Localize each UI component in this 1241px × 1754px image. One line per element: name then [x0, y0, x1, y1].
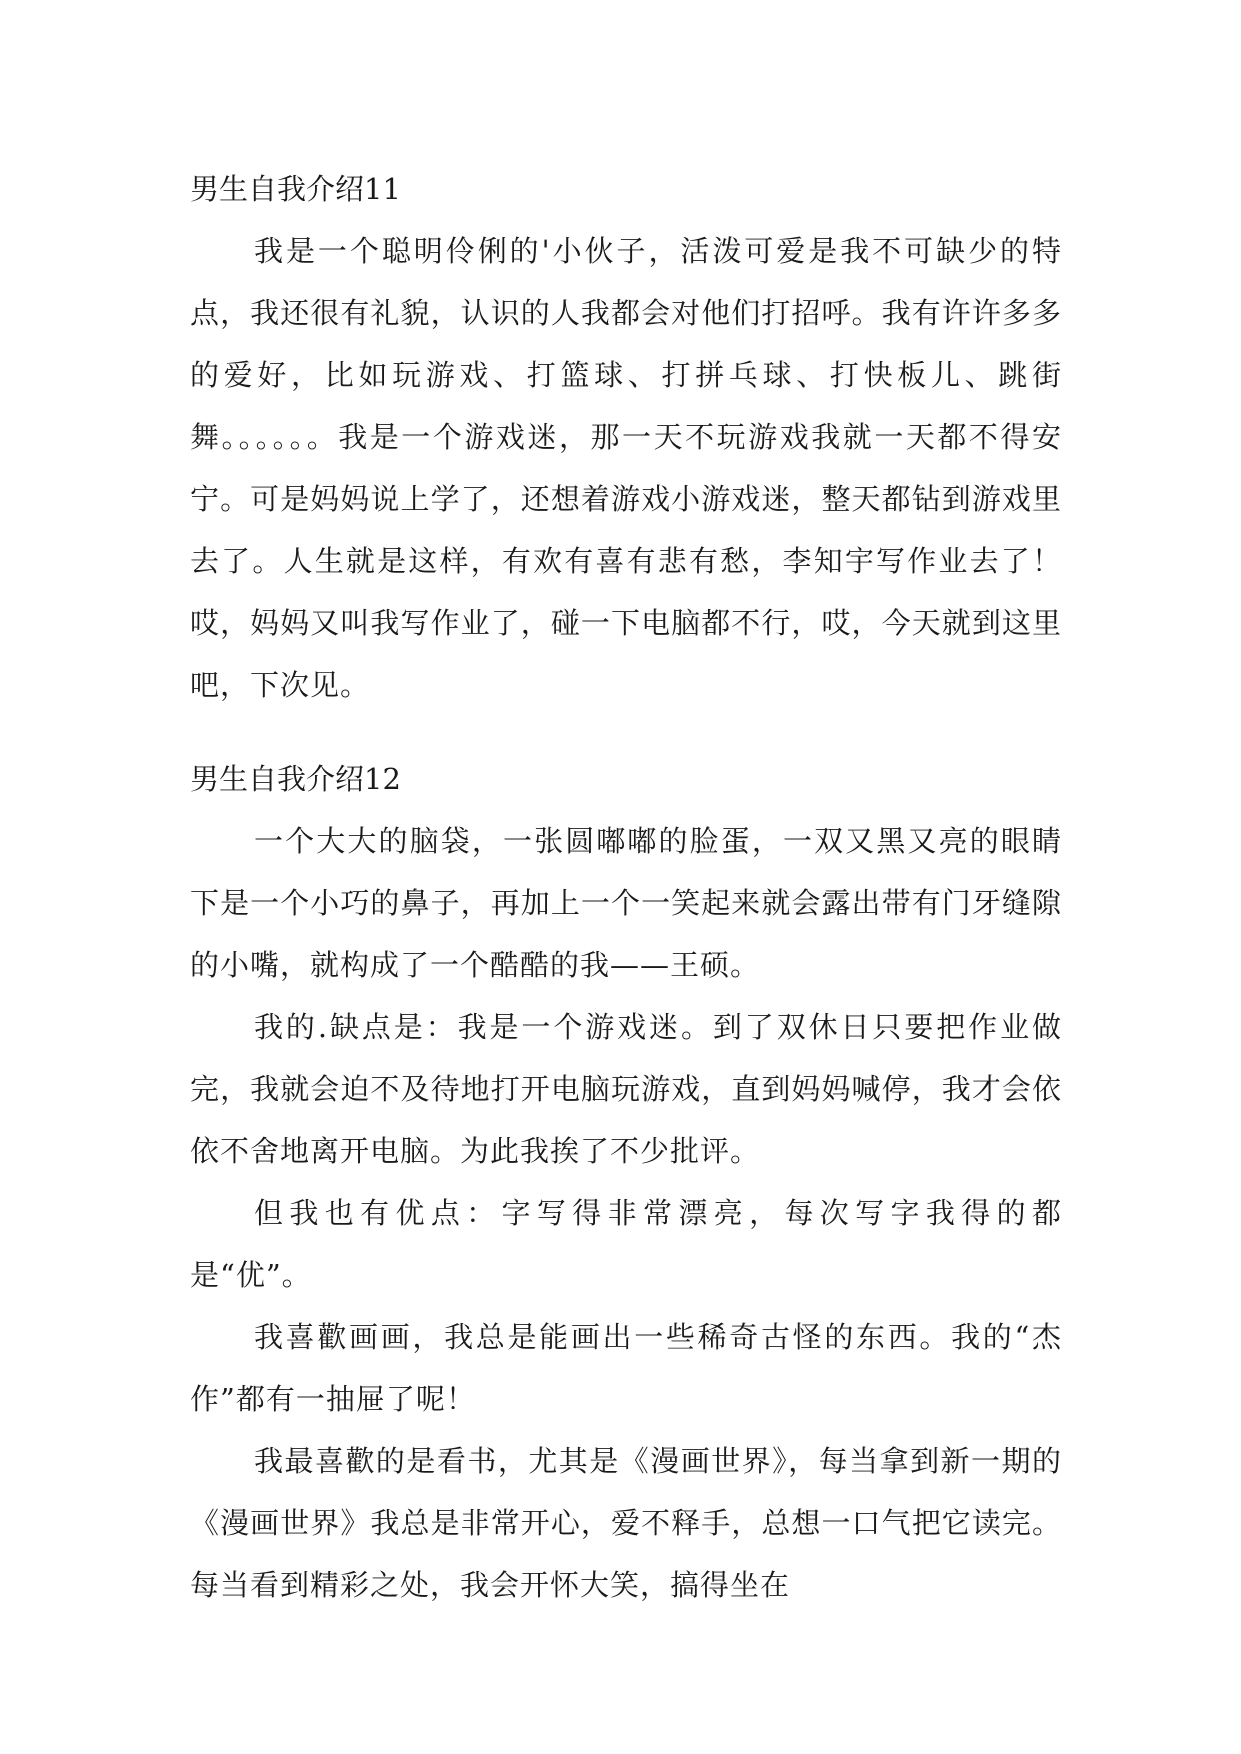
body-paragraph: 一个大大的脑袋，一张圆嘟嘟的脸蛋，一双又黑又亮的眼睛下是一个小巧的鼻子，再加上一个一笑起来就会露出带有门牙缝隙的小嘴，就构成了一个酷酷的我——王硕。 [190, 824, 1062, 982]
body-paragraph: 我是一个聪明伶俐的'小伙子，活泼可爱是我不可缺少的特点，我还很有礼貌，认识的人我都会对他们打招呼。我有许许多多的爱好，比如玩游戏、打篮球、打拼乓球、打快板儿、跳街舞。。。。。。我是一个游戏迷，那一天不玩游戏我就一天都不得安宁。可是妈妈说上学了，还想着游戏小游戏迷，整天都钻到游戏里去了。人生就是这样，有欢有喜有悲有愁，李知宇写作业去了！哎，妈妈又叫我写作业了，碰一下电脑都不行，哎，今天就到这里吧，下次见。 [190, 234, 1062, 702]
section-title: 男生自我介绍11 [190, 172, 401, 206]
body-paragraph: 我喜歡画画，我总是能画出一些稀奇古怪的东西。我的“杰作”都有一抽屉了呢！ [190, 1320, 1062, 1416]
section-title: 男生自我介绍12 [190, 762, 401, 796]
essay-section-11 [190, 158, 1062, 716]
body-paragraph: 我最喜歡的是看书，尤其是《漫画世界》，每当拿到新一期的《漫画世界》我总是非常开心，爱不释手，总想一口气把它读完。每当看到精彩之处，我会开怀大笑，搞得坐在 [190, 1444, 1062, 1602]
body-paragraph: 我的.缺点是：我是一个游戏迷。到了双休日只要把作业做完，我就会迫不及待地打开电脑玩游戏，直到妈妈喊停，我才会依依不舍地离开电脑。为此我挨了不少批评。 [190, 1010, 1062, 1168]
body-paragraph: 但我也有优点：字写得非常漂亮，每次写字我得的都是“优”。 [190, 1196, 1062, 1292]
essay-section-12 [190, 748, 1062, 1616]
